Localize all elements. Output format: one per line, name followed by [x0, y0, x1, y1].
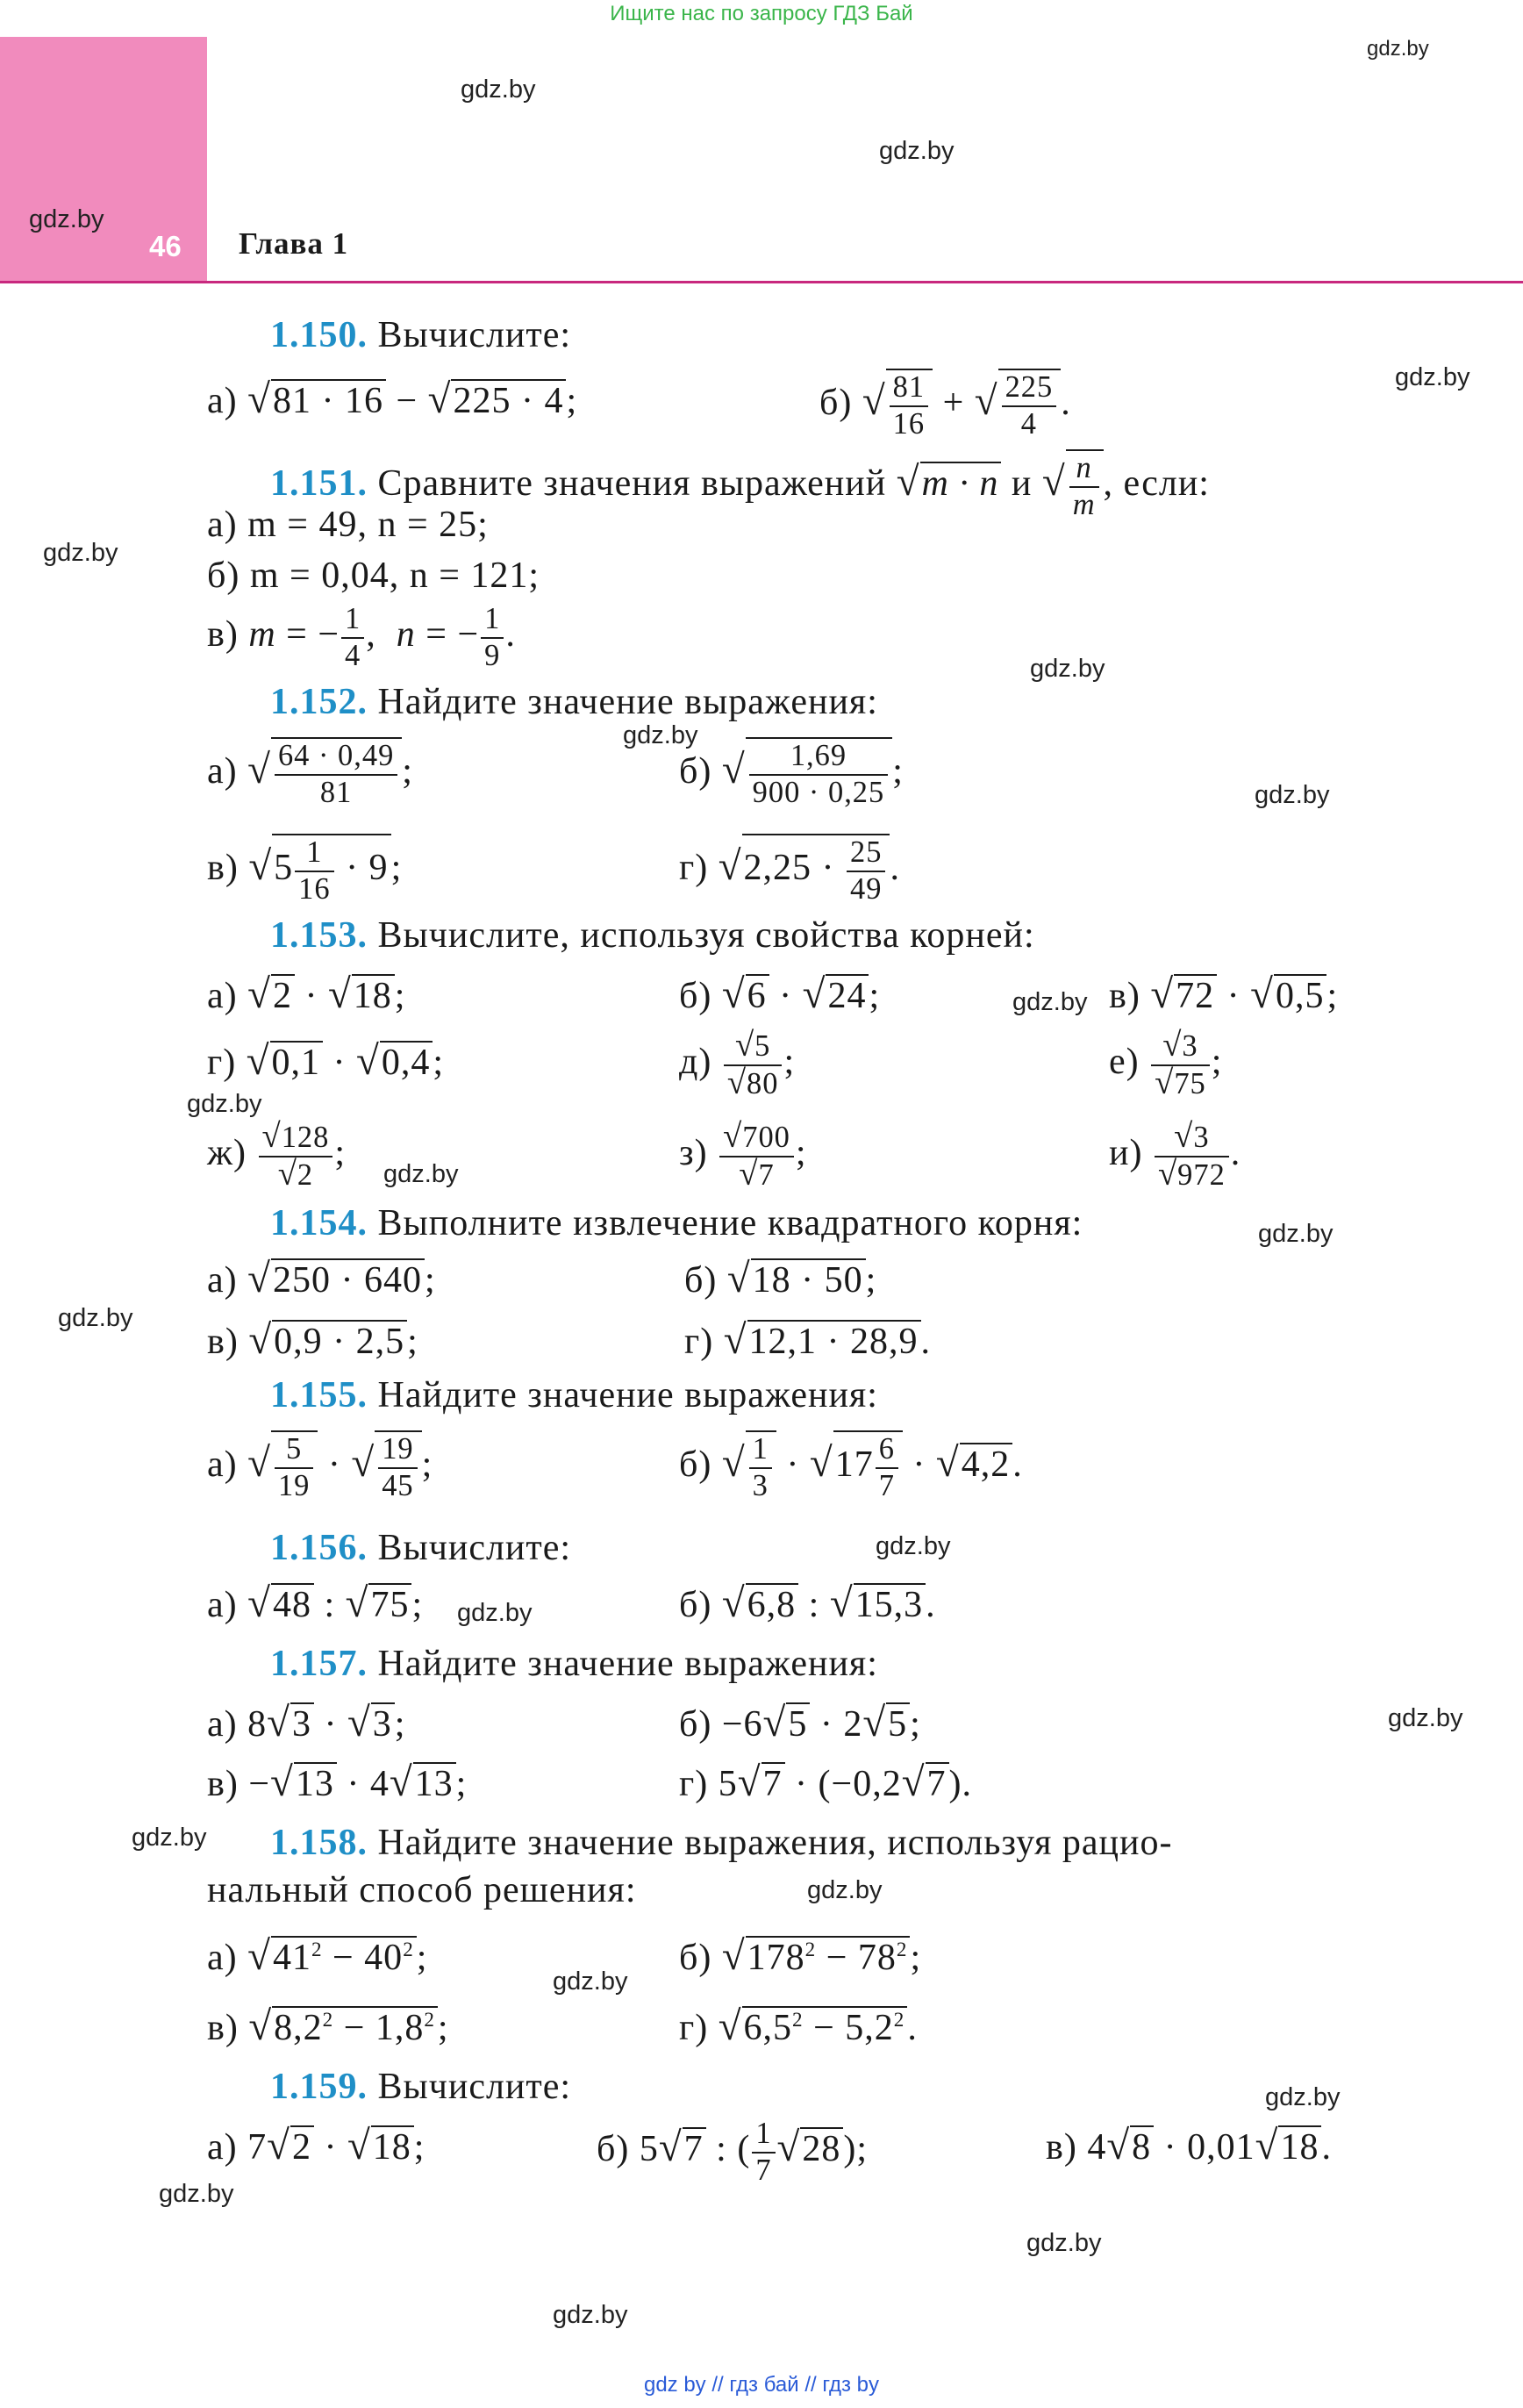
watermark: gdz.by — [159, 2180, 234, 2208]
problem-1-158-a: а) $√41^2 - 40^2$; — [207, 1933, 428, 1979]
problem-1-152-a: а) √ $\frac{64 \cdot 0,49}{81}$ ; — [207, 739, 413, 809]
watermark: gdz.by — [1030, 655, 1105, 683]
watermark: gdz.by — [187, 1090, 262, 1118]
header-rule — [0, 281, 1523, 283]
watermark: gdz.by — [553, 1967, 628, 1996]
top-search-hint[interactable]: Ищите нас по запросу ГДЗ Бай — [610, 2, 913, 25]
problem-1-159-b: б) 5√7 : ( $\frac{1}{7}$ √28); — [597, 2117, 869, 2187]
problem-1-154-heading: 1.154. Выполните извлечение квадратного корня: — [270, 1203, 1083, 1243]
problem-1-153-g: ж) $\frac{√128}{√2}$ ; — [207, 1118, 346, 1193]
problem-1-157-a: а) 8√3 · √3; — [207, 1700, 406, 1745]
problem-1-157-b: б) −6√5 · 2√5; — [679, 1700, 921, 1745]
problem-1-151-heading: 1.151. Сравните значения выражений √m · n и √ $\frac{n}{m}$ , если: — [270, 451, 1210, 521]
watermark: gdz.by — [553, 2301, 628, 2329]
problem-1-153-b: б) √6 · √24; — [679, 971, 881, 1017]
problem-1-156-b: б) √6,8 : √15,3. — [679, 1580, 936, 1626]
watermark: gdz.by — [461, 75, 536, 104]
watermark: gdz.by — [1012, 988, 1088, 1016]
problem-1-155-heading: 1.155. Найдите значение выражения: — [270, 1375, 878, 1415]
problem-1-159-heading: 1.159. Вычислите: — [270, 2067, 572, 2107]
watermark: gdz.by — [58, 1304, 133, 1332]
watermark: gdz.by — [1265, 2083, 1341, 2111]
watermark: gdz.by — [1258, 1220, 1334, 1248]
problem-1-152-heading: 1.152. Найдите значение выражения: — [270, 682, 878, 722]
watermark: gdz.by — [1255, 781, 1330, 809]
problem-1-153-i: и) $\frac{√3}{√972}$ . — [1109, 1118, 1241, 1193]
problem-1-150-heading: 1.150. Вычислите: — [270, 315, 572, 355]
watermark: gdz.by — [1026, 2229, 1102, 2257]
problem-1-151-b: б) m = 0,04, n = 121; — [207, 555, 540, 596]
problem-1-153-d: г) √0,1 · √0,4; — [207, 1038, 445, 1084]
problem-1-158-heading: 1.158. Найдите значение выражения, используя рацио- — [270, 1823, 1173, 1863]
watermark: gdz.by — [132, 1824, 207, 1852]
watermark: gdz.by — [383, 1160, 459, 1188]
problem-1-153-c: в) √72 · √0,5; — [1109, 971, 1339, 1017]
footer-links[interactable]: gdz by // гдз бай // гдз by — [643, 2373, 880, 2397]
page-number: 46 — [149, 230, 182, 262]
problem-1-151-c: в) m = − $\frac{1}{4}$ , n = − $\frac{1}{9}$ . — [207, 602, 516, 672]
problem-1-153-heading: 1.153. Вычислите, используя свойства корней: — [270, 915, 1035, 956]
watermark: gdz.by — [807, 1876, 883, 1904]
watermark: gdz.by — [879, 137, 955, 165]
watermark: gdz.by — [623, 721, 698, 749]
watermark: gdz.by — [457, 1599, 533, 1627]
problem-1-154-a: а) √250 · 640; — [207, 1256, 436, 1301]
problem-1-152-b: б) √ $\frac{1,69}{900 \cdot 0,25}$ ; — [679, 739, 904, 809]
problem-1-155-b: б) √ $\frac{1}{3}$ · √17 $\frac{6}{7}$ · √4,2. — [679, 1432, 1023, 1502]
problem-1-153-h: з) $\frac{√700}{√7}$ ; — [679, 1118, 807, 1193]
problem-1-159-a: а) 7√2 · √18; — [207, 2123, 425, 2168]
problem-1-158-c: в) $√8,2^2 - 1,8^2$; — [207, 2003, 449, 2049]
problem-1-157-heading: 1.157. Найдите значение выражения: — [270, 1644, 878, 1684]
problem-1-157-c: в) −√13 · 4√13; — [207, 1759, 468, 1805]
problem-1-158-heading-cont: нальный способ решения: — [207, 1870, 637, 1910]
problem-1-150-b: б) √ $\frac{81}{16}$ + √ $\frac{225}{4}$ . — [819, 370, 1071, 441]
problem-1-151-a: а) m = 49, n = 25; — [207, 505, 489, 545]
problem-1-155-a: а) √ $\frac{5}{19}$ · √ $\frac{19}{45}$ ; — [207, 1432, 433, 1502]
problem-1-154-d: г) √12,1 · 28,9. — [684, 1317, 932, 1363]
problem-1-152-c: в) √5 $\frac{1}{16}$ · 9; — [207, 835, 403, 906]
problem-1-154-b: б) √18 · 50; — [684, 1256, 877, 1301]
chapter-title: Глава 1 — [239, 226, 349, 261]
problem-1-156-a: а) √48 : √75; — [207, 1580, 424, 1626]
problem-1-152-d: г) √2,25 · $\frac{25}{49}$ . — [679, 835, 900, 906]
problem-1-156-heading: 1.156. Вычислите: — [270, 1528, 572, 1568]
problem-1-158-b: б) $√178^2 - 78^2$; — [679, 1933, 922, 1979]
problem-1-158-d: г) $√6,5^2 - 5,2^2$. — [679, 2003, 918, 2049]
watermark: gdz.by — [1395, 363, 1470, 391]
problem-1-150-a: а) √81 · 16 − √225 · 4; — [207, 376, 578, 422]
watermark: gdz.by — [29, 205, 104, 233]
watermark: gdz.by — [1367, 37, 1429, 61]
watermark: gdz.by — [43, 539, 118, 567]
watermark: gdz.by — [1388, 1704, 1463, 1732]
problem-1-157-d: г) 5√7 · (−0,2√7). — [679, 1759, 973, 1805]
problem-1-153-e: д) $\frac{√5}{√80}$ ; — [679, 1027, 796, 1101]
problem-1-159-c: в) 4√8 · 0,01√18. — [1046, 2123, 1332, 2168]
problem-1-154-c: в) √0,9 · 2,5; — [207, 1317, 418, 1363]
problem-1-153-a: а) √2 · √18; — [207, 971, 406, 1017]
watermark: gdz.by — [876, 1532, 951, 1560]
problem-1-153-f: е) $\frac{√3}{√75}$ ; — [1109, 1027, 1223, 1101]
